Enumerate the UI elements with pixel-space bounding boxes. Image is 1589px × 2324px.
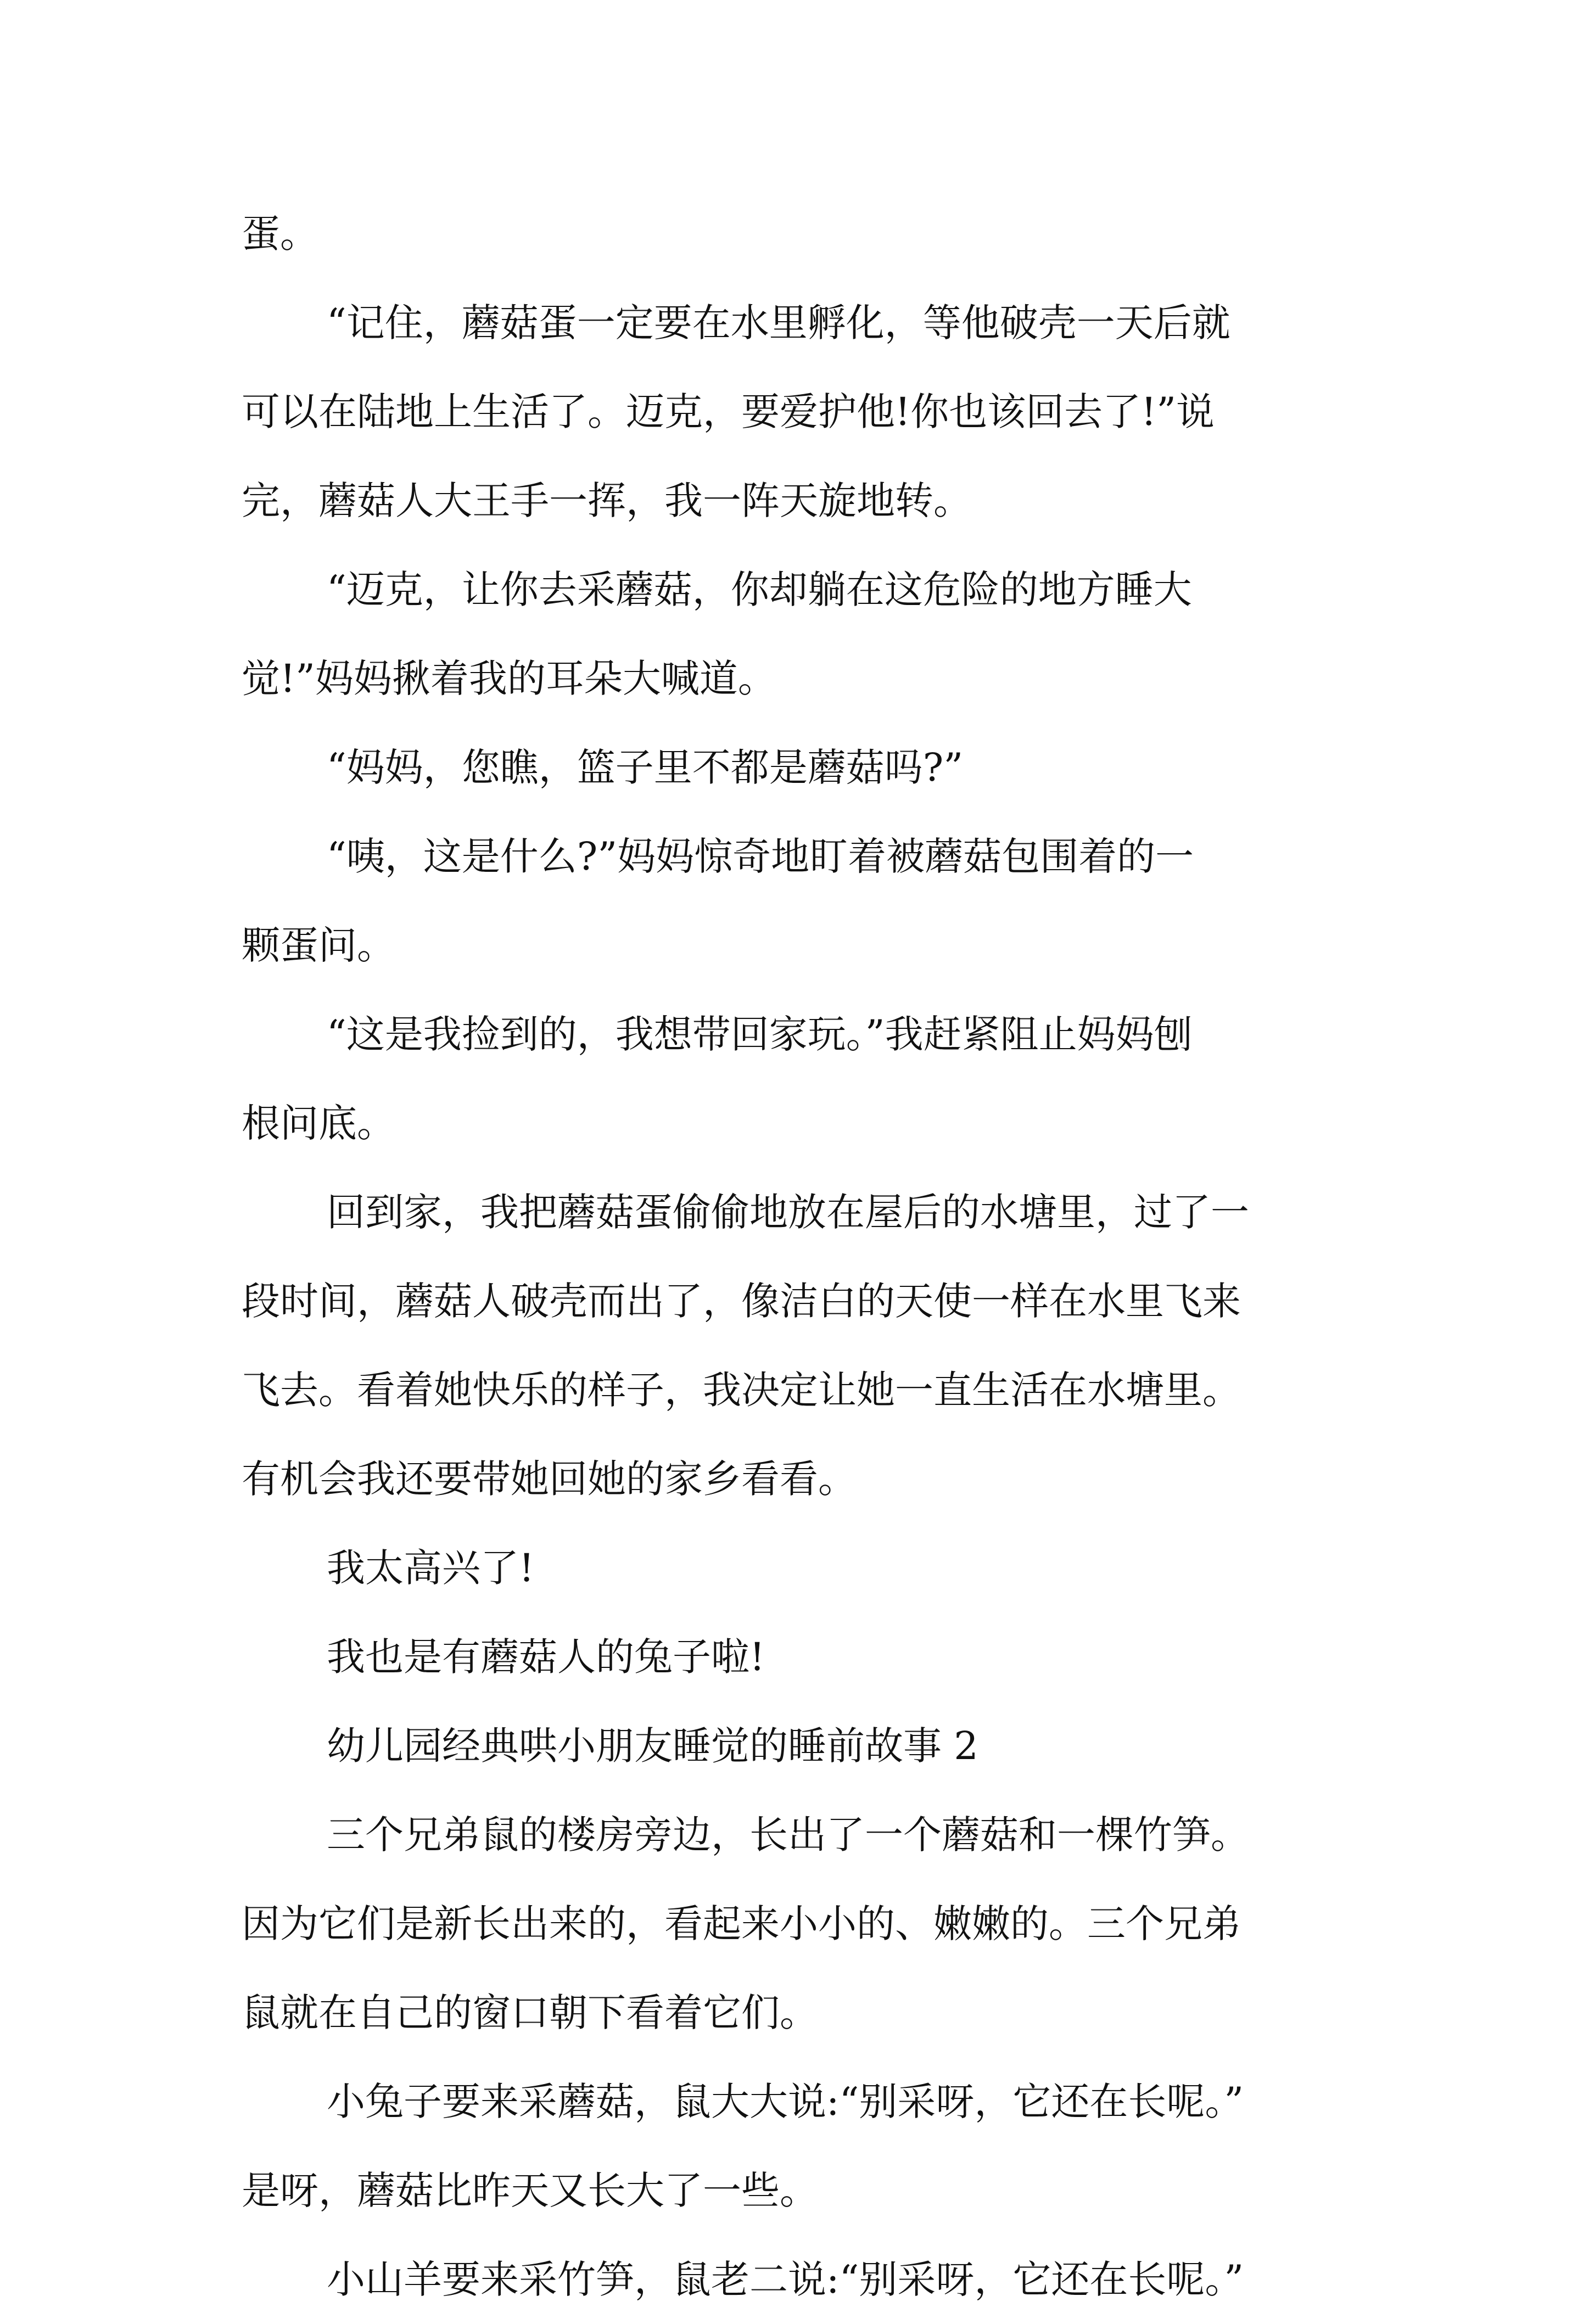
text-line: 是呀，蘑菇比昨天又长大了一些。 bbox=[242, 2168, 818, 2213]
text-line: 觉!”妈妈揪着我的耳朵大喊道。 bbox=[242, 656, 776, 701]
text-line: 颗蛋问。 bbox=[242, 923, 395, 968]
text-line: 我也是有蘑菇人的兔子啦! bbox=[327, 1634, 765, 1679]
text-line: “咦，这是什么?”妈妈惊奇地盯着被蘑菇包围着的一 bbox=[327, 834, 1194, 879]
text-line: 幼儿园经典哄小朋友睡觉的睡前故事 2 bbox=[327, 1723, 978, 1768]
text-line: 段时间，蘑菇人破壳而出了，像洁白的天使一样在水里飞来 bbox=[242, 1279, 1241, 1324]
text-line: 小山羊要来采竹笋，鼠老二说:“别采呀，它还在长呢。” bbox=[327, 2257, 1244, 2302]
text-line: 小兔子要来采蘑菇，鼠大大说:“别采呀，它还在长呢。” bbox=[327, 2079, 1244, 2124]
text-line: 我太高兴了! bbox=[327, 1545, 535, 1591]
text-line: “迈克，让你去采蘑菇，你却躺在这危险的地方睡大 bbox=[327, 567, 1192, 612]
text-line: 完，蘑菇人大王手一挥，我一阵天旋地转。 bbox=[242, 478, 972, 523]
text-line: 可以在陆地上生活了。迈克，要爱护他!你也该回去了!”说 bbox=[242, 389, 1215, 434]
text-line: 因为它们是新长出来的，看起来小小的、嫩嫩的。三个兄弟 bbox=[242, 1901, 1241, 1946]
text-line: 飞去。看着她快乐的样子，我决定让她一直生活在水塘里。 bbox=[242, 1368, 1241, 1413]
text-line: 有机会我还要带她回她的家乡看看。 bbox=[242, 1457, 857, 1502]
text-line: 回到家，我把蘑菇蛋偷偷地放在屋后的水塘里，过了一 bbox=[327, 1190, 1249, 1235]
text-line: “这是我捡到的，我想带回家玩。”我赶紧阻止妈妈刨 bbox=[327, 1012, 1193, 1057]
text-line: “妈妈，您瞧，篮子里不都是蘑菇吗?” bbox=[327, 745, 964, 790]
text-line: 蛋。 bbox=[242, 211, 318, 256]
text-line: 三个兄弟鼠的楼房旁边，长出了一个蘑菇和一棵竹笋。 bbox=[327, 1812, 1249, 1857]
text-line: “记住，蘑菇蛋一定要在水里孵化，等他破壳一天后就 bbox=[327, 300, 1230, 345]
text-line: 根问底。 bbox=[242, 1101, 395, 1146]
document-body bbox=[242, 189, 1400, 2324]
text-line: 鼠就在自己的窗口朝下看着它们。 bbox=[242, 1990, 818, 2035]
